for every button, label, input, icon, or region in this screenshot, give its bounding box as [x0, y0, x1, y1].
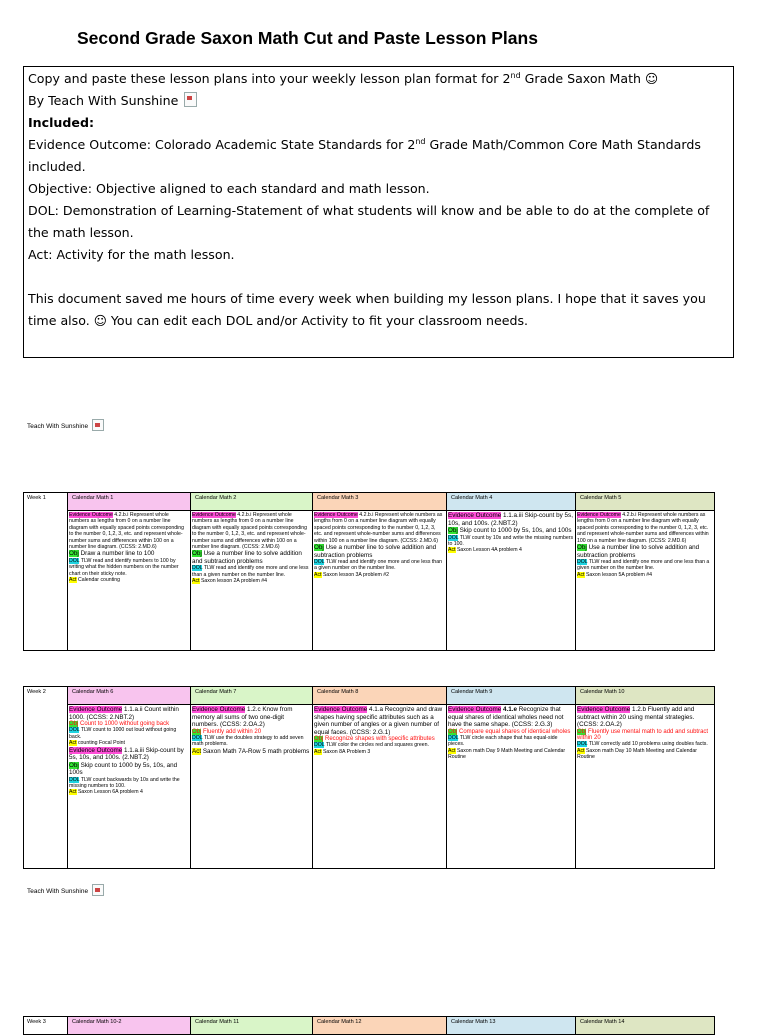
header-calendar-math-11: Calendar Math 11	[191, 1017, 313, 1035]
lesson-cell-8: Evidence Outcome 4.1.a Recognize and draw shapes having specific attributes such as a given number of angles or a given number of equal faces. (CCSS: 2.G.1) Obj Recognize shapes with specific attributes DOL TLW color the circles red and squares green. Act Saxon 8A Problem 3	[313, 705, 447, 869]
lesson-cell-2: Evidence Outcome 4.2.b.i Represent whole numbers as lengths from 0 on a number line diagram with equally spaced points corresponding to the number 0, 1,2, 3, etc. and represent whole-number sums and differences within 100 on a number line diagram. (CCSS: 2.MD.6) Obj Use a number line to solve addition and subtraction problems DOL TLW read and identify one more and one less than a given number on the number line. Act Saxon lesson 2A problem #4	[191, 511, 313, 651]
lesson-cell-10: Evidence Outcome 1.2.b Fluently add and subtract within 20 using mental strategies. (CCSS: 2.OA.2) Obj Fluently use mental math to add and subtract within 20 DOL TLW correctly add 10 problems using doubles facts. Act Saxon math Day 10 Math Meeting and Calendar Routine	[576, 705, 715, 869]
header-calendar-math-2: Calendar Math 2	[191, 493, 313, 511]
intro-objective: Objective: Objective aligned to each standard and math lesson.	[28, 181, 430, 196]
broken-image-icon	[92, 884, 104, 896]
broken-image-icon	[184, 92, 197, 107]
footer-credit-2: Teach With Sunshine	[27, 884, 104, 896]
broken-image-icon	[92, 419, 104, 431]
week-label: Week 3	[24, 1017, 68, 1035]
intro-box	[23, 66, 734, 358]
page-title: Second Grade Saxon Math Cut and Paste Lesson Plans	[77, 28, 538, 48]
lesson-cell-4: Evidence Outcome 1.1.a.iii Skip-count by 5s, 10s, and 100s. (2.NBT.2) Obj Skip count to 1000 by 5s, 10s, and 100s DOL TLW count by 10s and write the missing numbers to 100. Act Saxon Lesson 4A problem 4	[447, 511, 576, 651]
header-calendar-math-8: Calendar Math 8	[313, 687, 447, 705]
header-calendar-math-10: Calendar Math 10	[576, 687, 715, 705]
lesson-cell-3: Evidence Outcome 4.2.b.i Represent whole numbers as lengths from 0 on a number line diagram with equally spaced points corresponding to the number 0, 1,2, 3, etc. and represent whole-number sums and differences within 100 on a number line diagram. (CCSS: 2.MD.6) Obj Use a number line to solve addition and subtraction problems DOL TLW read and identify one more and one less than a given number on the number line. Act Saxon lesson 3A problem #2	[313, 511, 447, 651]
week-label: Week 2	[24, 687, 68, 869]
header-calendar-math-12: Calendar Math 12	[313, 1017, 447, 1035]
intro-act: Act: Activity for the math lesson.	[28, 247, 235, 262]
lesson-cell-9: Evidence Outcome 4.1.e Recognize that equal shares of identical wholes need not have the same shape. (CCSS: 2.G.3) Obj Compare equal shares of identical wholes DOL TLW circle each shape that has equal-side pieces. Act Saxon math Day 9 Math Meeting and Calendar Routine	[447, 705, 576, 869]
header-calendar-math-9: Calendar Math 9	[447, 687, 576, 705]
footer-credit-1: Teach With Sunshine	[27, 419, 104, 431]
intro-evidence-outcome: Evidence Outcome: Colorado Academic State Standards for 2nd Grade Math/Common Core Math Standards included.	[28, 136, 701, 174]
intro-dol: DOL: Demonstration of Learning-Statement of what students will know and be able to do at the complete of the math lesson.	[28, 203, 710, 240]
intro-byline: By Teach With Sunshine	[28, 90, 729, 112]
intro-line-1: Copy and paste these lesson plans into your weekly lesson plan format for 2nd Grade Saxon Math ☺	[28, 70, 659, 86]
header-calendar-math-10-2: Calendar Math 10-2	[68, 1017, 191, 1035]
week-1-table	[23, 492, 715, 651]
header-calendar-math-3: Calendar Math 3	[313, 493, 447, 511]
header-calendar-math-7: Calendar Math 7	[191, 687, 313, 705]
lesson-cell-1: Evidence Outcome 4.2.b.i Represent whole numbers as lengths from 0 on a number line diagram with equally spaced points corresponding to the number 0, 1,2, 3, etc. and represent whole-number sums and differences within 100 on a number line diagram. (CCSS: 2.MD.6) Obj Draw a number line to 100 DOL TLW read and identify numbers to 100 by writing what the hidden numbers on the number chart on their sticky note. Act Calendar counting	[68, 511, 191, 651]
lesson-cell-7: Evidence Outcome 1.2.c Know from memory all sums of two one-digit numbers. (CCSS: 2.OA.2) Obj Fluently add within 20 DOL TLW use the doubles strategy to add seven math problems. Act Saxon Math 7A-Row 5 math problems	[191, 705, 313, 869]
lesson-cell-6: Evidence Outcome 1.1.a.ii Count within 1000. (CCSS: 2.NBT.2) Obj Count to 1000 without going back DOL TLW count to 1000 out loud without going back. Act counting Focal Point Evidence Outcome 1.1.a.iii Skip-count by 5s, 10s, and 100s. (2.NBT.2) Obj Skip count to 1000 by 5s, 10s, and 100s DOL TLW count backwards by 10s and write the missing numbers to 100. Act Saxon Lesson 6A problem 4	[68, 705, 191, 869]
intro-included: Included:	[28, 115, 95, 130]
week-2-table	[23, 686, 715, 869]
intro-saved: This document saved me hours of time every week when building my lesson plans. I hope that it saves you time also. ☺ You can edit each DOL and/or Activity to fit your classroom needs.	[28, 291, 706, 328]
week-3-table	[23, 1016, 715, 1035]
header-calendar-math-5: Calendar Math 5	[576, 493, 715, 511]
header-calendar-math-14: Calendar Math 14	[576, 1017, 715, 1035]
week-label: Week 1	[24, 493, 68, 651]
lesson-cell-5: Evidence Outcome 4.2.b.i Represent whole numbers as lengths from 0 on a number line diagram with equally spaced points corresponding to the number 0, 1,2, 3, etc. and represent whole-number sums and differences within 100 on a number line diagram. (CCSS: 2.MD.6) Obj Use a number line to solve addition and subtraction problems DOL TLW read and identify one more and one less than a given number on the number line. Act Saxon lesson 5A problem #4	[576, 511, 715, 651]
header-calendar-math-1: Calendar Math 1	[68, 493, 191, 511]
header-calendar-math-13: Calendar Math 13	[447, 1017, 576, 1035]
header-calendar-math-4: Calendar Math 4	[447, 493, 576, 511]
header-calendar-math-6: Calendar Math 6	[68, 687, 191, 705]
